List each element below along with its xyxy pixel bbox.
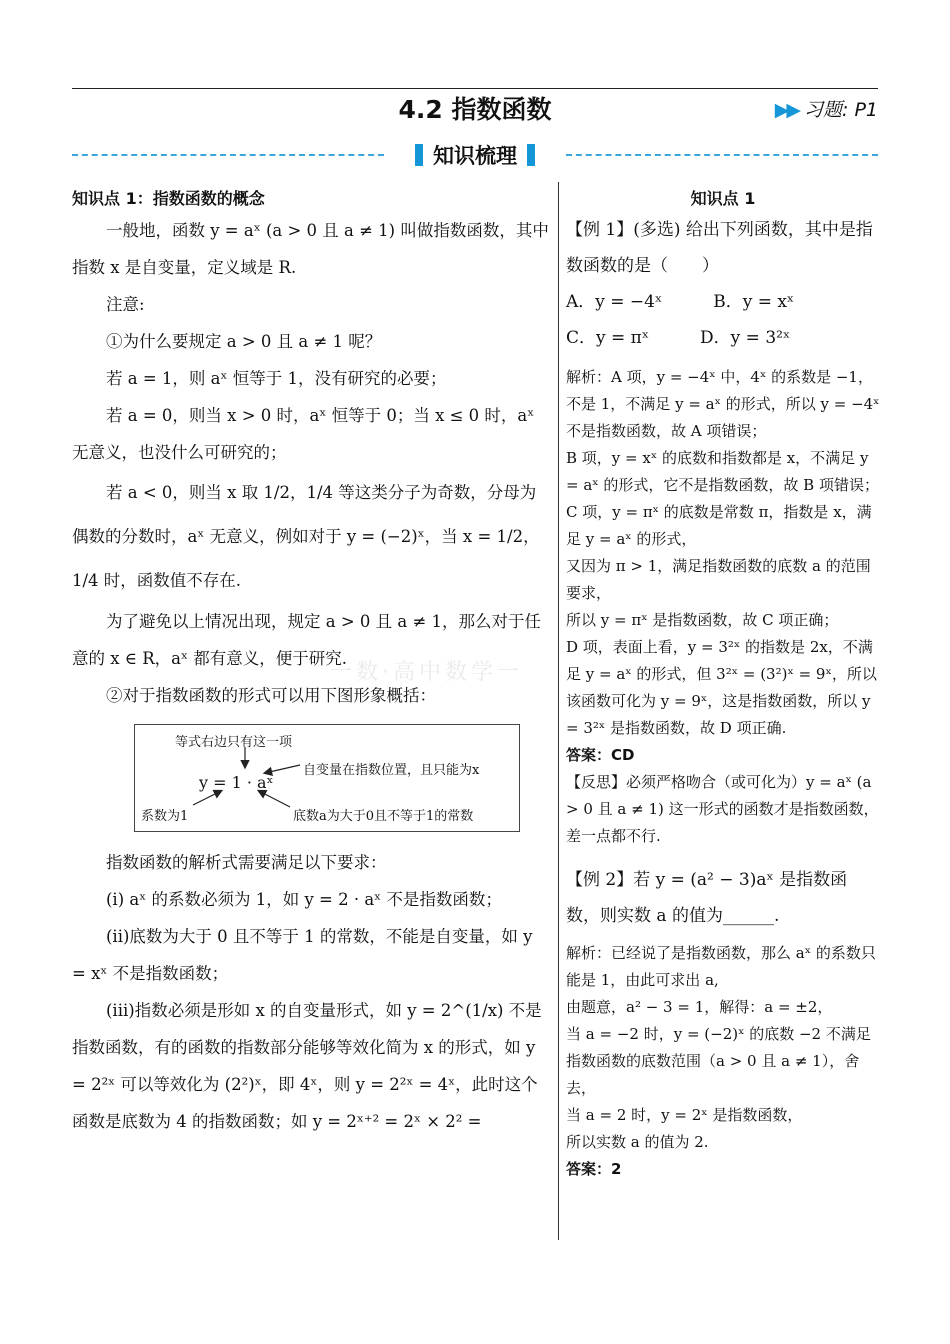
solution2-case-pos: 当 a = 2 时，y = 2ˣ 是指数函数， — [566, 1106, 803, 1124]
section-title-text: 知识梳理 — [433, 144, 517, 168]
answer-2: 答案：2 — [566, 1160, 622, 1178]
example-1: 【例 1】(多选) 给出下列函数，其中是指数函数的是（ ） — [566, 220, 873, 276]
section-bar-left — [415, 144, 423, 166]
solution2-case-neg: 当 a = −2 时，y = (−2)ˣ 的底数 −2 不满足指数函数的底数范围（a > 0 且 a ≠ 1），舍去， — [566, 1025, 871, 1097]
knowledge-heading: 知识点 1：指数函数的概念 — [72, 189, 265, 208]
watermark: 一数·高中数学一 — [330, 660, 523, 685]
solution2-conclusion: 所以实数 a 的值为 2. — [566, 1133, 709, 1151]
requirement-2: (ii)底数为大于 0 且不等于 1 的常数，不能是自变量，如 y = xˣ 不是指数函数； — [72, 927, 533, 983]
restriction-paragraph: 为了避免以上情况出现，规定 a > 0 且 a ≠ 1，那么对于任意的 x ∈ R，aˣ 都有意义，便于研究. — [72, 612, 542, 668]
solution2-intro: 解析：已经说了是指数函数，那么 aˣ 的系数只能是 1，由此可求出 a, — [566, 944, 876, 989]
diagram-bottom-left-label: 系数为1 — [141, 809, 189, 824]
diagram-right-label: 自变量在指数位置，且只能为x — [303, 763, 480, 778]
right-column — [566, 186, 880, 1183]
double-arrow-icon: ▶▶ — [774, 99, 798, 121]
question-2: ②对于指数函数的形式可以用下图形象概括： — [106, 686, 436, 705]
form-diagram — [134, 724, 520, 832]
definition-paragraph: 一般地，函数 y = aˣ (a > 0 且 a ≠ 1) 叫做指数函数，其中指数 x 是自变量，定义域是 R. — [72, 221, 549, 277]
exercise-reference — [775, 95, 878, 122]
case-a-equals-1: 若 a = 1，则 aˣ 恒等于 1，没有研究的必要； — [106, 369, 447, 388]
case-a-equals-0: 若 a = 0，则当 x > 0 时，aˣ 恒等于 0；当 x ≤ 0 时，aˣ 无意义，也没什么可研究的； — [72, 406, 535, 462]
options-c-d: C．y = πˣ D．y = 3²ˣ — [566, 328, 791, 348]
solution-a: 解析：A 项，y = −4ˣ 中，4ˣ 的系数是 −1，不是 1，不满足 y = aˣ 的形式，所以 y = −4ˣ 不是指数函数，故 A 项错误； — [566, 368, 880, 440]
solution-b: B 项，y = xˣ 的底数和指数都是 x，不满足 y = aˣ 的形式，它不是指数函数，故 B 项错误； — [566, 449, 879, 494]
solution-d: D 项，表面上看，y = 3²ˣ 的指数是 2x，不满足 y = aˣ 的形式，但 3²ˣ = (3²)ˣ = 9ˣ，所以该函数可化为 y = 9ˣ，这是指数函数，所以 y = 3²ˣ 是指数函数，故 D 项正确. — [566, 638, 877, 737]
diagram-arrows — [135, 725, 519, 831]
section-title — [0, 140, 950, 170]
header-rule — [72, 88, 878, 89]
note-label: 注意: — [106, 295, 145, 314]
example-2: 【例 2】若 y = (a² − 3)aˣ 是指数函数，则实数 a 的值为______. — [566, 870, 848, 926]
column-divider — [558, 182, 559, 1240]
requirements-intro: 指数函数的解析式需要满足以下要求： — [106, 853, 387, 872]
solution2-equation: 由题意，a² − 3 = 1，解得：a = ±2， — [566, 998, 833, 1016]
section-bar-right — [527, 144, 535, 166]
page-title: 4.2 指数函数 — [398, 95, 552, 124]
diagram-formula: y = 1 · aˣ — [199, 773, 274, 792]
diagram-top-label: 等式右边只有这一项 — [175, 735, 293, 750]
question-1: ①为什么要规定 a > 0 且 a ≠ 1 呢？ — [106, 332, 382, 351]
reflection: 【反思】必须严格吻合（或可化为）y = aˣ (a > 0 且 a ≠ 1) 这一形式的函数才是指数函数，差一点都不行. — [566, 773, 879, 845]
requirement-1: (i) aˣ 的系数必须为 1，如 y = 2 · aˣ 不是指数函数； — [106, 890, 502, 909]
left-column — [72, 186, 550, 1140]
exercise-ref-text: 习题: P1 — [804, 99, 878, 121]
right-heading: 知识点 1 — [690, 189, 756, 208]
solution-c-result: 所以 y = πˣ 是指数函数，故 C 项正确； — [566, 611, 839, 629]
diagram-bottom-right-label: 底数a为大于0且不等于1的常数 — [293, 809, 474, 824]
solution-c-cont: 又因为 π > 1，满足指数函数的底数 a 的范围要求， — [566, 557, 871, 602]
requirement-3: (iii)指数必须是形如 x 的自变量形式，如 y = 2^(1/x) 不是指数函数，有的函数的指数部分能够等效化简为 x 的形式，如 y = 2²ˣ 可以等效化为 (2²)ˣ，即 4ˣ，则 y = 2²ˣ = 4ˣ，此时这个函数是底数为 4 的指数函数；如 y = 2ˣ⁺² = 2ˣ × 2² = — [72, 1001, 542, 1131]
options-a-b: A．y = −4ˣ B．y = xˣ — [566, 292, 795, 312]
answer-1: 答案：CD — [566, 746, 635, 764]
solution-c: C 项，y = πˣ 的底数是常数 π，指数是 x，满足 y = aˣ 的形式， — [566, 503, 872, 548]
case-a-negative: 若 a < 0，则当 x 取 1/2，1/4 等这类分子为奇数，分母为偶数的分数时，aˣ 无意义，例如对于 y = (−2)ˣ，当 x = 1/2，1/4 时，函数值不存在. — [72, 483, 540, 590]
